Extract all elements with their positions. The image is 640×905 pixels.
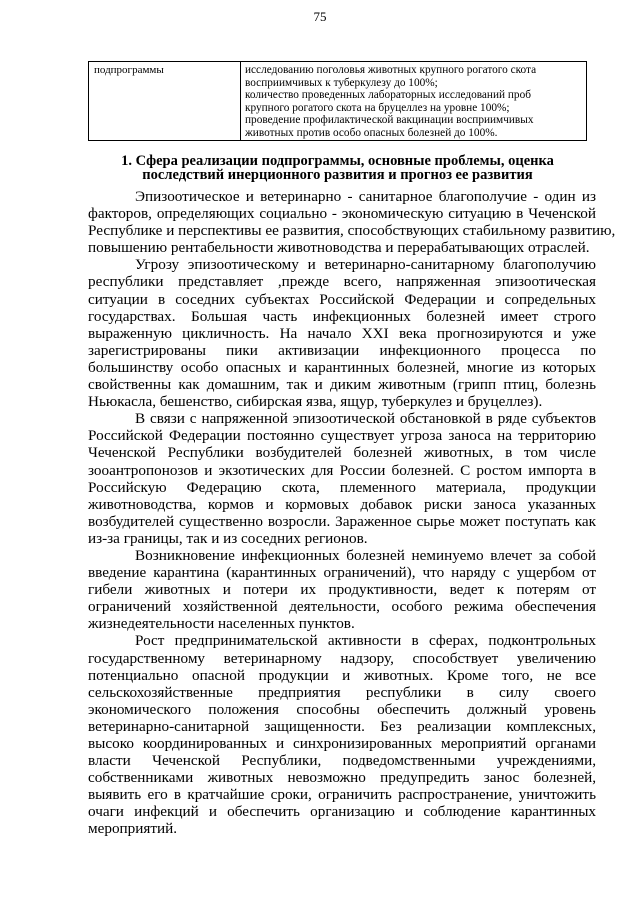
text-line: свойственны как домашним, так и диким животным (грипп птиц, болезнь [88, 376, 596, 394]
text-line: гибели животных и потери их продуктивности, ведет к потерям от [88, 581, 596, 599]
text-line: жизнедеятельности населенных пунктов. [88, 615, 355, 633]
section-heading-line: последствий инерционного развития и прогноз ее развития [142, 167, 533, 183]
text-line: экономического положения способны обеспечить должный уровень [88, 700, 596, 718]
text-line: повышению рентабельности животноводства и перерабатывающих отраслей. [88, 239, 590, 257]
text-line: зарегистрированы пики активизации инфекционного процесса по [88, 341, 596, 359]
text-line: Чеченской Республики возбудителей болезней животных, в том числе [88, 444, 596, 462]
text-line: ветеринарно-санитарной защищенности. Без реализации комплексных, [88, 717, 596, 735]
text-line: зооантропонозов и экзотических для России болезней. С ростом импорта в [88, 461, 596, 479]
text-line: Угрозу эпизоотическому и ветеринарно-санитарному благополучию [135, 256, 596, 274]
text-line: введение карантина (карантинных ограничений), что наряду с ущербом от [88, 564, 596, 582]
text-line: Республике и перспективы ее развития, способствующих стабильному развитию, [88, 222, 616, 240]
text-line: мероприятий. [88, 820, 178, 838]
table-line: исследованию поголовья животных крупного рогатого скота [245, 64, 537, 76]
text-line: власти Чеченской Республики, подведомственными учреждениями, [88, 752, 596, 770]
text-line: Рост предпринимательской активности в сферах, подконтрольных [135, 632, 596, 650]
table-line: животных против особо опасных болезней до 100%. [245, 126, 498, 139]
text-line: сельскохозяйственные предприятия республики в силу своего [88, 683, 596, 701]
text-line: выявить его в кратчайшие сроки, ограничить распространение, уничтожить [88, 786, 596, 804]
text-line: ограничений хозяйственной деятельности, особого режима обеспечения [88, 598, 596, 616]
section-heading-line: 1. Сфера реализации подпрограммы, основные проблемы, оценка [121, 153, 554, 169]
table-line: количество проведенных лабораторных исследований проб [245, 89, 531, 102]
text-line: государствах. Большая часть инфекционных болезней имеет строго [88, 307, 596, 325]
table-content-cell [241, 62, 586, 140]
text-line: факторов, определяющих социально - экономическую ситуацию в Чеченской [88, 205, 596, 223]
text-line: потенциально опасной продукции и животных. Кроме того, не все [88, 666, 596, 684]
table-line: проведение профилактической вакцинации восприимчивых [245, 114, 534, 127]
text-line: Ньюкасла, бешенство, сибирская язва, ящур, туберкулез и бруцеллез). [88, 393, 543, 411]
text-line: В связи с напряженной эпизоотической обстановкой в ряде субъектов [135, 410, 596, 428]
text-line: возбудителей существенно возросли. Зараженное сырье может поступать как [88, 512, 596, 530]
subprogram-table [88, 61, 587, 141]
section-heading [88, 154, 587, 182]
text-line: из-за границы, так и из соседних регионов. [88, 529, 368, 547]
text-line: собственниками животных невозможно предупредить занос болезней, [88, 769, 596, 787]
text-line: животноводства, кормов и кормовых добавок риски заноса указанных [88, 495, 596, 513]
text-line: Эпизоотическое и ветеринарно - санитарное благополучие - один из [135, 188, 596, 205]
table-line: крупного рогатого скота на бруцеллез на уровне 100%; [245, 101, 510, 114]
text-line: государственному ветеринарному надзору, способствует увеличению [88, 649, 596, 667]
table-line: восприимчивых к туберкулезу до 100%; [245, 76, 438, 89]
text-line: большинству особо опасных и карантинных болезней, многие из которых [88, 358, 596, 376]
text-line: ситуации в соседних субъектах Российской Федерации и сопредельных [88, 290, 596, 308]
table-label-cell: подпрограммы [89, 62, 241, 140]
text-line: очаги инфекций и обеспечить организацию и соблюдение карантинных [88, 803, 596, 821]
text-line: Возникновение инфекционных болезней неминуемо влечет за собой [135, 546, 596, 564]
text-line: выраженную цикличность. На начало XXI века прогнозируются и уже [88, 324, 596, 342]
text-line: высоко координированных и синхронизированных мероприятий органами [88, 735, 596, 752]
text-line: Российскую Федерацию скота, племенного материала, продукции [88, 478, 596, 496]
text-line: республики представляет ,прежде всего, напряженная эпизоотическая [88, 273, 596, 291]
page-number: 75 [313, 9, 327, 24]
body-text [88, 188, 616, 838]
text-line: Российской Федерации постоянно существует угроза заноса на территорию [88, 427, 596, 445]
